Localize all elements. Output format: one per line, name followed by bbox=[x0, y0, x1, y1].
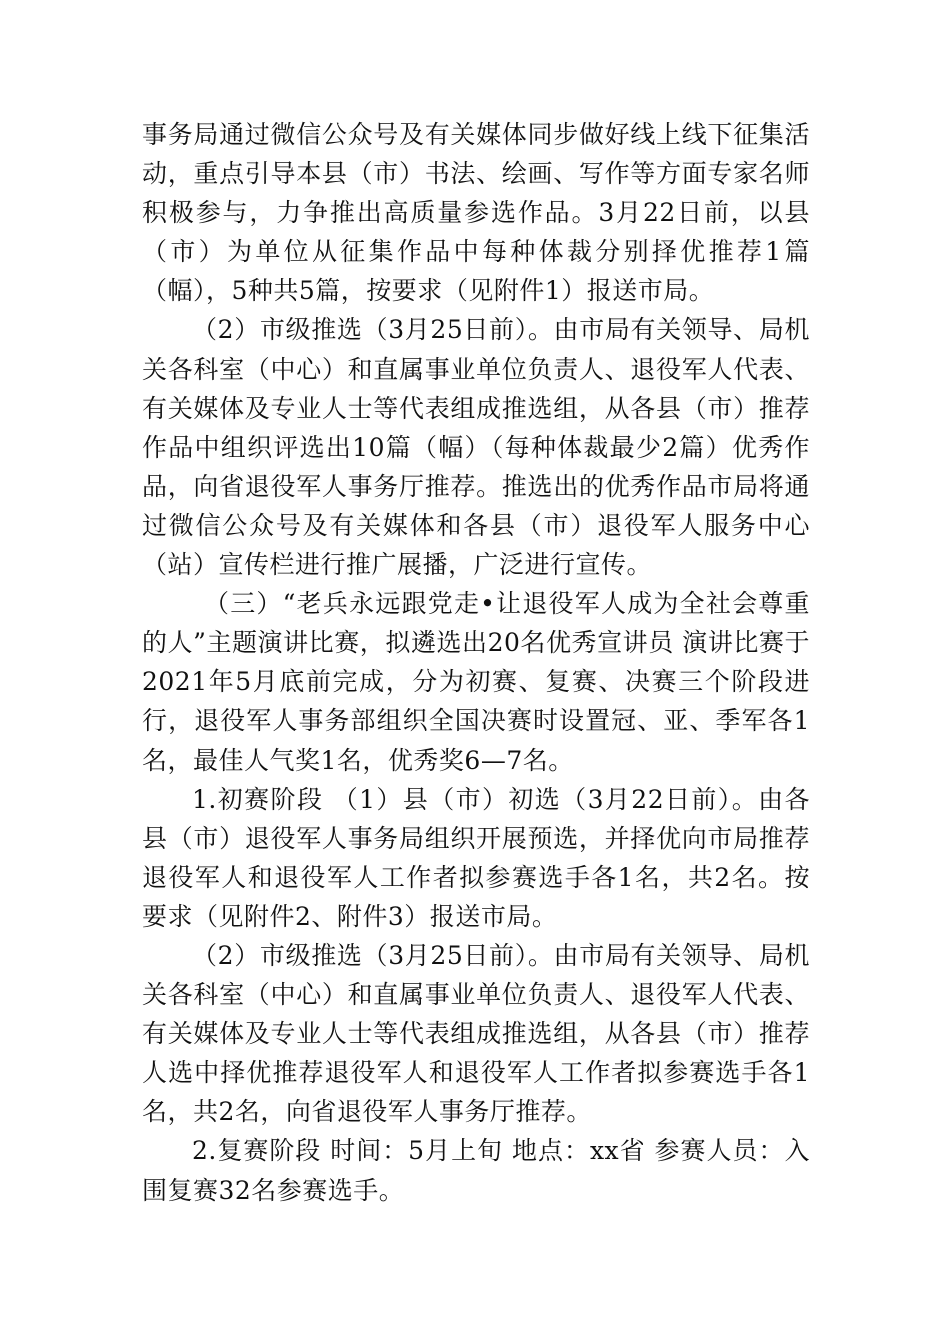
paragraph-speech-contest: （三）“老兵永远跟党走•让退役军人成为全社会尊重的人”主题演讲比赛，拟遴选出20名优秀宣讲员 演讲比赛于2021年5月底前完成，分为初赛、复赛、决赛三个阶段进行，退役军人事务部组织全国决赛时设置冠、亚、季军各1名，最佳人气奖1名，优秀奖6—7名。 bbox=[142, 589, 810, 775]
paragraph-semifinal-stage: 2.复赛阶段 时间：5月上旬 地点：xx省 参赛人员：入围复赛32名参赛选手。 bbox=[142, 1136, 810, 1205]
paragraph-preliminary-stage: 1.初赛阶段 （1）县（市）初选（3月22日前）。由各县（市）退役军人事务局组织开展预选，并择优向市局推荐退役军人和退役军人工作者拟参赛选手各1名，共2名。按要求（见附件2、附件3）报送市局。 bbox=[142, 784, 810, 931]
paragraph-city-selection-contestants: （2）市级推选（3月25日前）。由市局有关领导、局机关各科室（中心）和直属事业单位负责人、退役军人代表、有关媒体及专业人士等代表组成推选组，从各县（市）推荐人选中择优推荐退役军人和退役军人工作者拟参赛选手各1名，共2名，向省退役军人事务厅推荐。 bbox=[142, 940, 810, 1127]
paragraph-city-selection-works: （2）市级推选（3月25日前）。由市局有关领导、局机关各科室（中心）和直属事业单位负责人、退役军人代表、有关媒体及专业人士等代表组成推选组，从各县（市）推荐作品中组织评选出10篇（幅）（每种体裁最少2篇）优秀作品，向省退役军人事务厅推荐。推选出的优秀作品市局将通过微信公众号及有关媒体和各县（市）退役军人服务中心（站）宣传栏进行推广展播，广泛进行宣传。 bbox=[142, 315, 810, 580]
paragraph-collection-continued: 事务局通过微信公众号及有关媒体同步做好线上线下征集活动，重点引导本县（市）书法、绘画、写作等方面专家名师积极参与，力争推出高质量参选作品。3月22日前，以县（市）为单位从征集作品中每种体裁分别择优推荐1篇（幅），5种共5篇，按要求（见附件1）报送市局。 bbox=[142, 120, 810, 306]
document-page bbox=[142, 115, 810, 1210]
